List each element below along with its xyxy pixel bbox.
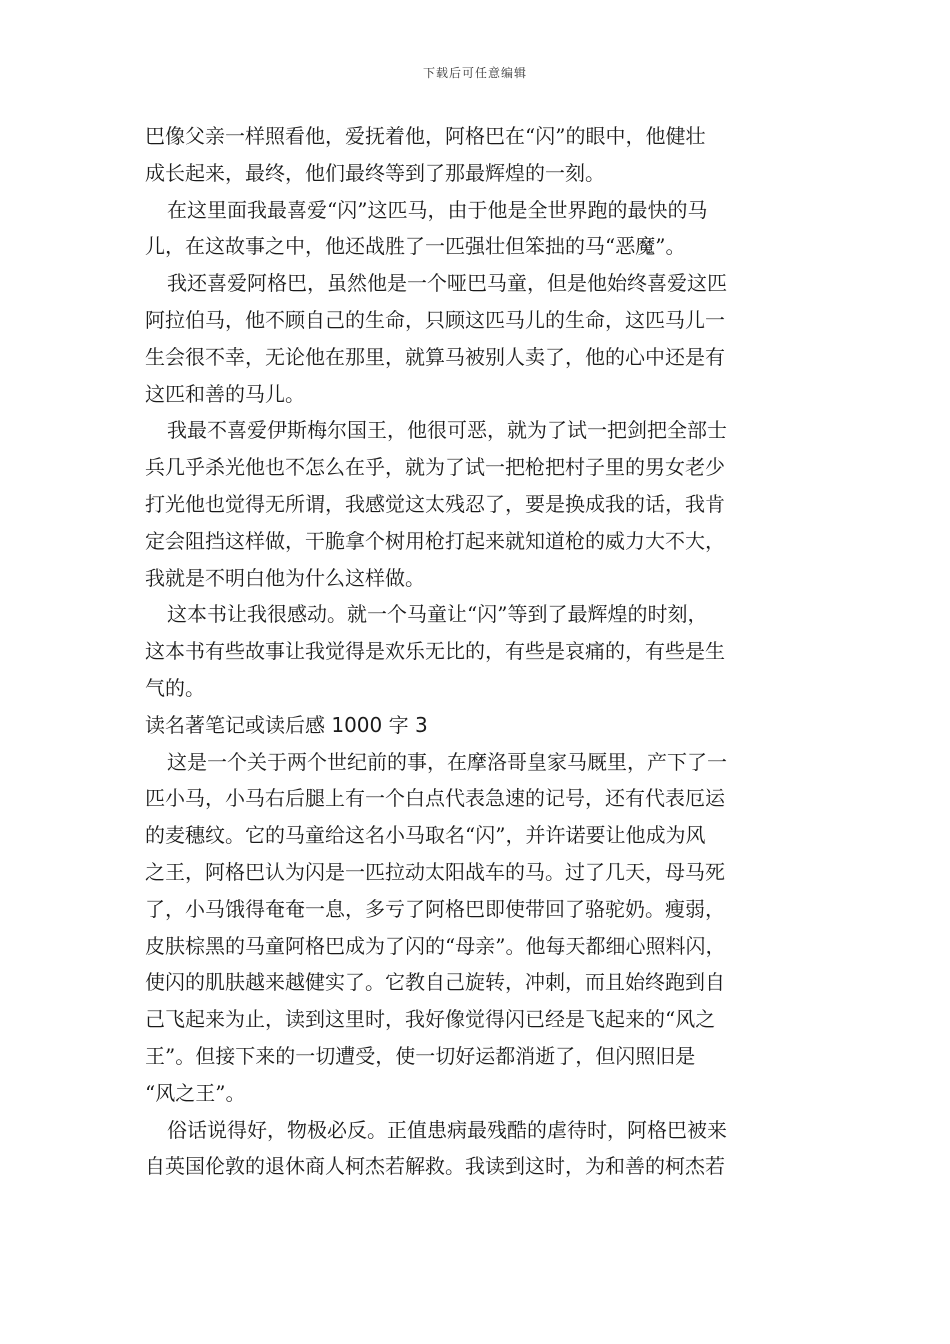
text-line: 我就是不明白他为什么这样做。 [145, 565, 425, 590]
text-line: 阿拉伯马，他不顾自己的生命，只顾这匹马儿的生命，这匹马儿一 [145, 307, 725, 332]
text-line: 生会很不幸，无论他在那里，就算马被别人卖了，他的心中还是有 [145, 344, 725, 369]
text-line: 气的。 [145, 675, 205, 700]
text-line: 这匹和善的马儿。 [145, 381, 305, 406]
text-line: 之王，阿格巴认为闪是一匹拉动太阳战车的马。过了几天，母马死 [145, 859, 725, 884]
text-line: 这是一个关于两个世纪前的事，在摩洛哥皇家马厩里，产下了一 [167, 749, 727, 774]
text-line: 巴像父亲一样照看他，爱抚着他，阿格巴在“闪”的眼中，他健壮 [145, 124, 706, 148]
text-line: 自英国伦敦的退休商人柯杰若解救。我读到这时，为和善的柯杰若 [145, 1154, 725, 1179]
text-line: 使闪的肌肤越来越健实了。它教自己旋转，冲刺，而且始终跑到自 [145, 970, 725, 995]
text-line: 定会阻挡这样做，干脆拿个树用枪打起来就知道枪的威力大不大， [145, 528, 725, 553]
text-line: 俗话说得好，物极必反。正值患病最残酷的虐待时，阿格巴被来 [167, 1117, 727, 1142]
text-line: 的麦穗纹。它的马童给这名小马取名“闪”，并许诺要让他成为风 [145, 823, 706, 848]
text-line: 打光他也觉得无所谓，我感觉这太残忍了，要是换成我的话，我肯 [145, 491, 725, 516]
text-line: 儿，在这故事之中，他还战胜了一匹强壮但笨拙的马“恶魔”。 [145, 234, 686, 259]
text-line: 我还喜爱阿格巴，虽然他是一个哑巴马童，但是他始终喜爱这匹 [167, 271, 727, 296]
page-header: 下载后可任意编辑 [422, 66, 527, 80]
text-line: 兵几乎杀光他也不怎么在乎，就为了试一把枪把村子里的男女老少 [145, 455, 725, 480]
section-heading: 读名著笔记或读后感 1000 字 3 [145, 712, 428, 737]
text-line: 我最不喜爱伊斯梅尔国王，他很可恶，就为了试一把剑把全部士 [167, 418, 727, 443]
text-line: 这本书有些故事让我觉得是欢乐无比的，有些是哀痛的，有些是生 [145, 639, 725, 664]
text-line: 在这里面我最喜爱“闪”这匹马，由于他是全世界跑的最快的马 [167, 197, 708, 222]
text-line: “风之王”。 [145, 1080, 246, 1105]
text-line: 王”。但接下来的一切遭受，使一切好运都消逝了，但闪照旧是 [145, 1043, 696, 1068]
text-line: 匹小马，小马右后腿上有一个白点代表急速的记号，还有代表厄运 [145, 786, 725, 811]
text-line: 成长起来，最终，他们最终等到了那最辉煌的一刻。 [145, 160, 605, 185]
text-line: 了，小马饿得奄奄一息，多亏了阿格巴即使带回了骆驼奶。瘦弱， [145, 896, 725, 921]
document-body [145, 118, 807, 1185]
text-line: 皮肤棕黑的马童阿格巴成为了闪的“母亲”。他每天都细心照料闪， [145, 933, 726, 958]
text-line: 这本书让我很感动。就一个马童让“闪”等到了最辉煌的时刻， [167, 602, 708, 627]
text-line: 己飞起来为止，读到这里时，我好像觉得闪已经是飞起来的“风之 [145, 1007, 716, 1032]
